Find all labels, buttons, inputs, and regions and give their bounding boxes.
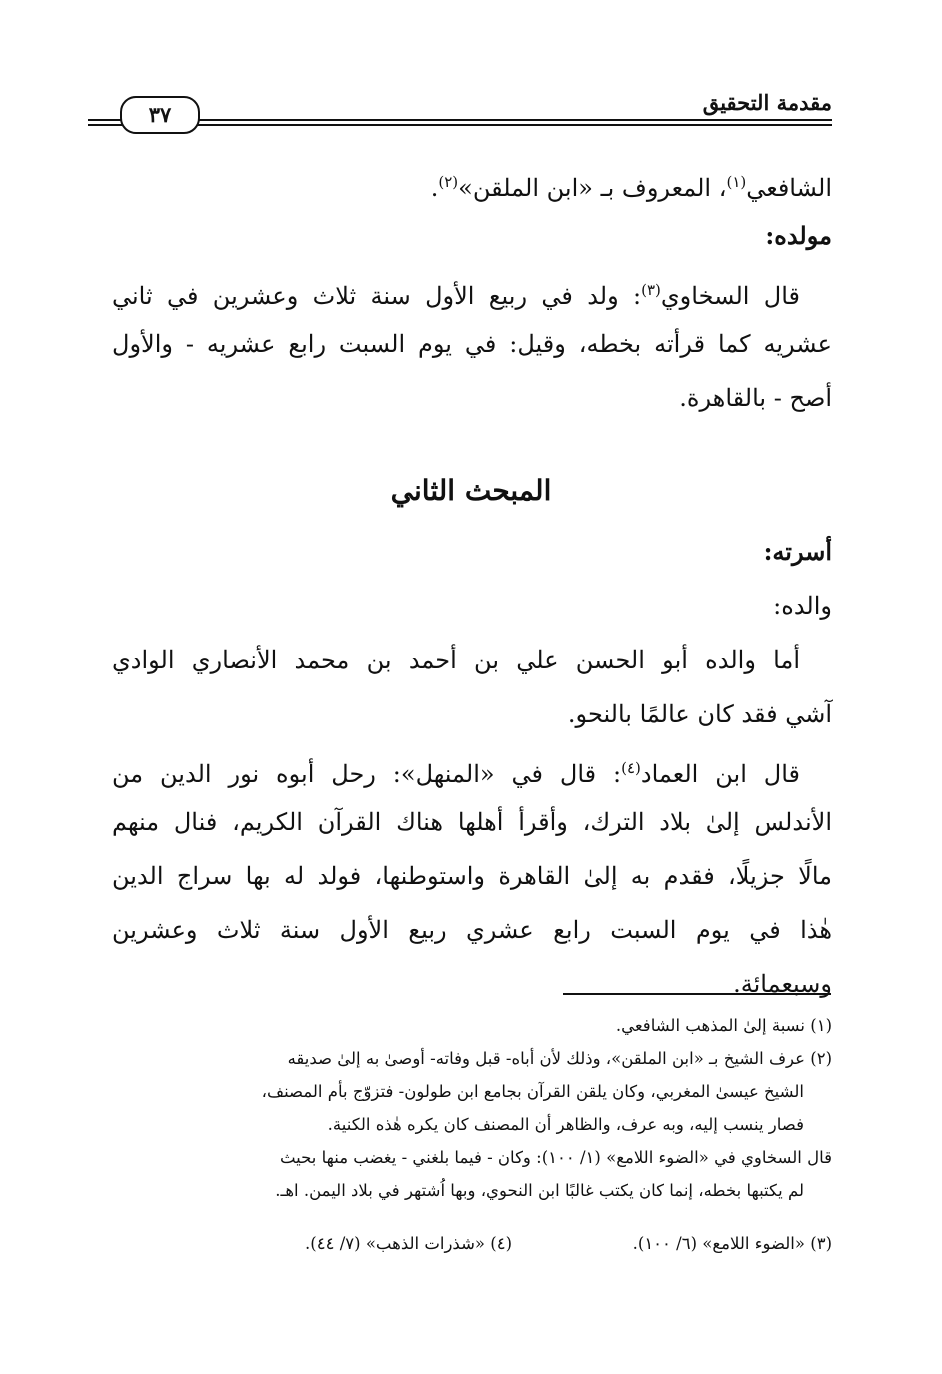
page-number: ٣٧: [120, 96, 200, 134]
text-line: أما والده أبو الحسن علي بن أحمد بن محمد الأنصاري الوادي: [112, 646, 800, 674]
header-rule-bottom: [88, 124, 832, 126]
text-line: مالًا جزيلًا، فقدم به إلىٰ القاهرة واستوطنها، فولد له بها سراج الدين: [112, 862, 832, 890]
subheading-father: والده:: [773, 592, 832, 620]
text-run: .: [430, 174, 439, 202]
section-heading: المبحث الثاني: [390, 474, 552, 507]
footnote-ref: (١): [726, 173, 747, 191]
text-run: : قال في «المنهل»: رحل أبوه نور الدين من: [112, 760, 622, 788]
footnote-1: (١) نسبة إلىٰ المذهب الشافعي.: [615, 1016, 832, 1035]
text-run: قال السخاوي: [660, 282, 801, 310]
footnote-ref: (٣): [641, 281, 661, 299]
footnote-4: (٤) «شذرات الذهب» (٧/ ٤٤).: [305, 1234, 512, 1253]
text-line: [112, 262, 832, 318]
text-line: [112, 154, 832, 210]
footnote-2-line: فصار ينسب إليه، وبه عرف، والظاهر أن المصنف كان يكره هٰذه الكنية.: [327, 1115, 804, 1134]
footnote-3: (٣) «الضوء اللامع» (٦/ ١٠٠).: [632, 1234, 832, 1253]
text-line: هٰذا في يوم السبت رابع عشري ربيع الأول سنة ثلاث وعشرين: [112, 916, 832, 944]
text-run: : ولد في ربيع الأول سنة ثلاث وعشرين في ثاني: [112, 282, 642, 310]
text-line: الأندلس إلىٰ بلاد الترك، وأقرأ أهلها هناك القرآن الكريم، فنال منهم: [112, 808, 832, 836]
text-run: الشافعي: [746, 174, 832, 202]
footnote-2-line: لم يكتبها بخطه، إنما كان يكتب غالبًا ابن النحوي، وبها اُشتهر في بلاد اليمن. اهـ.: [275, 1181, 804, 1200]
text-line: أصح - بالقاهرة.: [679, 384, 832, 412]
subheading-birth: مولده:: [765, 221, 832, 250]
running-header-title: مقدمة التحقيق: [702, 90, 832, 115]
text-line: [112, 740, 832, 796]
footnote-2-line: قال السخاوي في «الضوء اللامع» (١/ ١٠٠): وكان - فيما بلغني - يغضب منها بحيث: [279, 1148, 832, 1167]
footnote-2-line: الشيخ عيسىٰ المغربي، وكان يلقن القرآن بجامع ابن طولون- فتزوّج بأم المصنف،: [261, 1082, 804, 1101]
text-line: آشي فقد كان عالمًا بالنحو.: [567, 700, 832, 728]
footnote-2-line: (٢) عرف الشيخ بـ «ابن الملقن»، وذلك لأن أباه- قبل وفاته- أوصىٰ به إلىٰ صديقه: [287, 1049, 832, 1068]
text-run: قال ابن العماد: [640, 760, 801, 788]
subheading-family: أسرته:: [763, 537, 832, 566]
text-line: عشريه كما قرأته بخطه، وقيل: في يوم السبت رابع عشريه - والأول: [112, 330, 832, 358]
footnote-ref: (٢): [438, 173, 459, 191]
text-line: وسبعمائة.: [733, 970, 832, 998]
footnote-separator: [563, 993, 831, 995]
text-run: ، المعروف بـ «ابن الملقن»: [458, 174, 727, 202]
footnote-ref: (٤): [621, 759, 641, 777]
